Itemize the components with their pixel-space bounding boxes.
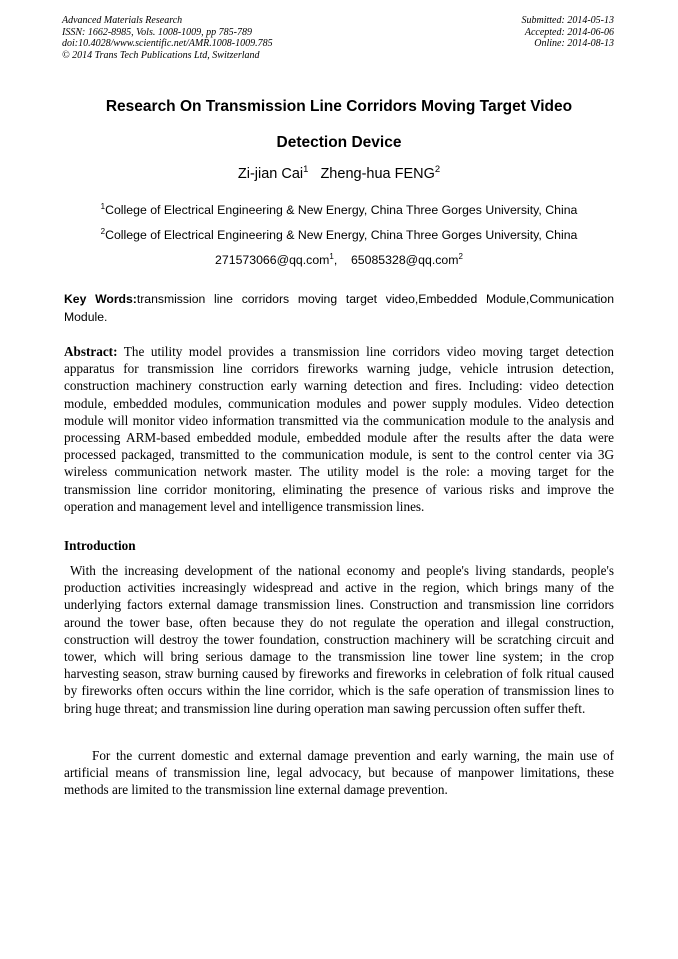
email-mark: 2 [458, 251, 463, 261]
author-affiliation-mark: 2 [434, 163, 441, 175]
journal-name: Advanced Materials Research [62, 15, 183, 26]
keywords-text: transmission line corridors moving target video,Embedded Module,Communication Module. [64, 292, 614, 324]
issn-line: ISSN: 1662-8985, Vols. 1008-1009, pp 785-789 [62, 26, 252, 38]
author-affiliation-mark: 1 [303, 163, 309, 175]
email-separator: , [333, 253, 351, 267]
title-line-1: Research On Transmission Line Corridors Moving Target Video [105, 98, 573, 115]
author-name: Zheng-hua FENG [320, 166, 435, 182]
abstract-text: The utility model provides a transmission line corridors video moving target detection apparatus for transmission line corridors fireworks warning judge, vehicle intrusion detection, construction machinery construction early warning detection and fires. Including: video detection module, embedded modules, communication modules and power supply modules. Video detection module will monitor video information transmitted via the communication module to the analysis and processing ARM-based embedded module, embedded module after the results after the data were processed packaged, transmitted to the communication module, is sent to the control center via 3G wireless communication network master. The utility model is the role: a moving target for the transmission line corridor monitoring, eliminating the presence of various risks and improve the operation and management level and intelligence transmission lines. [64, 344, 614, 514]
affiliation [40, 228, 638, 242]
title-line-2: Detection Device [276, 134, 402, 151]
paragraph: For the current domestic and external damage prevention and early warning, the main use of artificial means of transmission line, legal advocacy, but because of manpower limitations, these methods are limited to the transmission line external damage prevention. [64, 748, 614, 798]
author-list [40, 163, 638, 182]
accepted-date: Accepted: 2014-06-06 [524, 26, 614, 38]
keywords-label: Key Words: [64, 292, 137, 306]
affiliation-text: College of Electrical Engineering & New Energy, China Three Gorges University, China [105, 228, 578, 242]
section-heading-introduction: Introduction [64, 538, 136, 553]
publication-dates [522, 15, 615, 50]
affiliation-mark: 1 [100, 201, 106, 211]
email-mark: 1 [329, 251, 334, 261]
journal-info [62, 15, 273, 61]
submitted-date: Submitted: 2014-05-13 [521, 15, 614, 26]
author-name: Zi-jian Cai [237, 166, 304, 182]
email-line [40, 253, 638, 267]
affiliation-mark: 2 [100, 226, 106, 236]
copyright-line: © 2014 Trans Tech Publications Ltd, Switzerland [62, 49, 260, 61]
abstract [64, 343, 614, 515]
affiliation [40, 203, 638, 217]
paper-title [40, 89, 638, 161]
paragraph: With the increasing development of the national economy and people's living standards, people's production activities increasingly widespread and active in the region, which brings many of the underlying factors external damage transmission lines. Construction and transmission line corridors around the tower base, often because they do not regulate the operation and illegal construction, construction will destroy the tower foundation, construction machinery will be scratching circuit and tower, which will bring serious damage to the transmission line tower line system; in the crop harvesting season, straw burning caused by fireworks and fireworks in celebration of folk ritual caused by fireworks often occurs within the line corridor, which is the safe operation of transmission lines to bring huge threat; and transmission line during operation man sawing percussion often suffer theft. [64, 563, 614, 716]
email-link[interactable]: 65085328@qq.com [350, 253, 459, 267]
online-date: Online: 2014-08-13 [534, 38, 614, 49]
affiliation-text: College of Electrical Engineering & New Energy, China Three Gorges University, China [105, 203, 578, 217]
doi-line: doi:10.4028/www.scientific.net/AMR.1008-1009.785 [62, 38, 273, 49]
abstract-label: Abstract: [64, 344, 118, 359]
email-link[interactable]: 271573066@qq.com [215, 253, 330, 267]
keywords [64, 290, 614, 326]
